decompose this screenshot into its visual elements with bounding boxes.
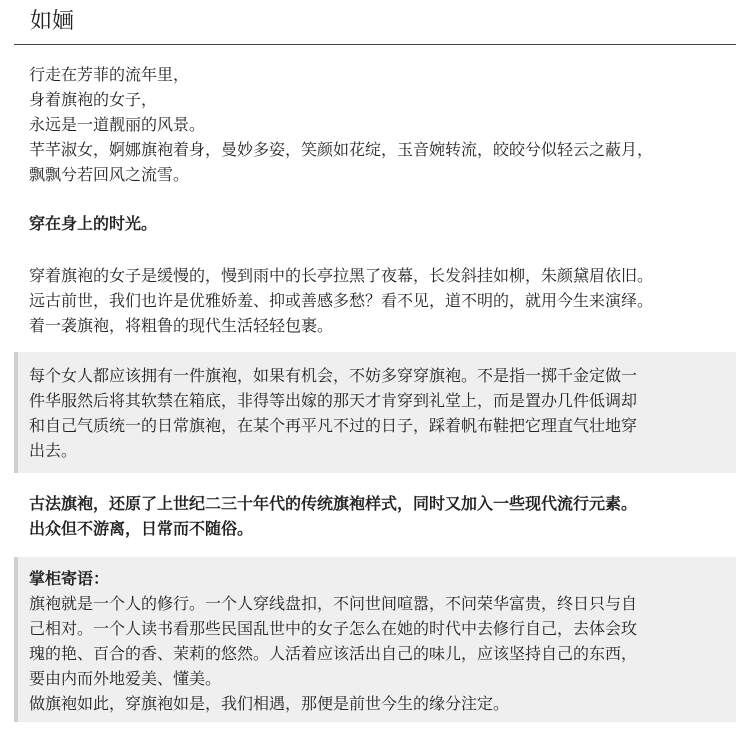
- text-line: 芊芊淑女，婀娜旗袍着身，曼妙多姿，笑颜如花绽，玉音婉转流，皎皎兮似轻云之蔽月，: [29, 140, 654, 159]
- text-line: 远古前世，我们也许是优雅娇羞、抑或善感多愁？看不见，道不明的，就用今生来演绎。: [29, 291, 654, 310]
- text-line: 瑰的艳、百合的香、茉莉的悠然。人活着应该活出自己的味儿，应该坚持自己的东西，: [29, 644, 638, 663]
- text-line: 己相对。一个人读书看那些民国乱世中的女子怎么在她的时代中去修行自己，去体会玫: [29, 619, 638, 638]
- highlight-paragraph: [14, 491, 736, 541]
- text-line: 行走在芳菲的流年里，: [29, 65, 190, 84]
- text-line: 旗袍就是一个人的修行。一个人穿线盘扣，不问世间喧嚣，不问荣华富贵，终日只与自: [29, 594, 638, 613]
- quote-block: [14, 352, 736, 473]
- text-line: 身着旗袍的女子，: [29, 90, 158, 109]
- heading-text: 穿在身上的时光。: [29, 214, 158, 233]
- text-line: 飘飘兮若回风之流雪。: [29, 165, 190, 184]
- text-line: 和自己气质统一的日常旗袍，在某个再平凡不过的日子，踩着帆布鞋把它理直气壮地穿: [29, 416, 638, 435]
- text-line: 做旗袍如此，穿旗袍如是，我们相遇，那便是前世今生的缘分注定。: [29, 694, 510, 713]
- text-line: 古法旗袍，还原了上世纪二三十年代的传统旗袍样式，同时又加入一些现代流行元素。: [29, 494, 638, 513]
- text-line: 件华服然后将其软禁在箱底，非得等出嫁的那天才肯穿到礼堂上，而是置办几件低调却: [29, 391, 638, 410]
- note-title: 掌柜寄语：: [29, 569, 110, 588]
- body-paragraph: [14, 263, 736, 338]
- shopkeeper-note: [14, 557, 736, 722]
- section-heading: [14, 211, 736, 236]
- text-line: 要由内而外地爱美、懂美。: [29, 669, 222, 688]
- text-line: 着一袭旗袍，将粗鲁的现代生活轻轻包裹。: [29, 316, 334, 335]
- page-header: [14, 0, 736, 45]
- page-title: 如婳: [30, 9, 75, 34]
- text-line: 出众但不游离，日常而不随俗。: [29, 519, 254, 538]
- text-line: 每个女人都应该拥有一件旗袍，如果有机会，不妨多穿穿旗袍。不是指一掷千金定做一: [29, 366, 638, 385]
- text-line: 永远是一道靓丽的风景。: [29, 115, 206, 134]
- intro-paragraph: [14, 62, 736, 187]
- text-line: 出去。: [29, 441, 78, 460]
- text-line: 穿着旗袍的女子是缓慢的，慢到雨中的长亭拉黑了夜幕，长发斜挂如柳，朱颜黛眉依旧。: [29, 266, 654, 285]
